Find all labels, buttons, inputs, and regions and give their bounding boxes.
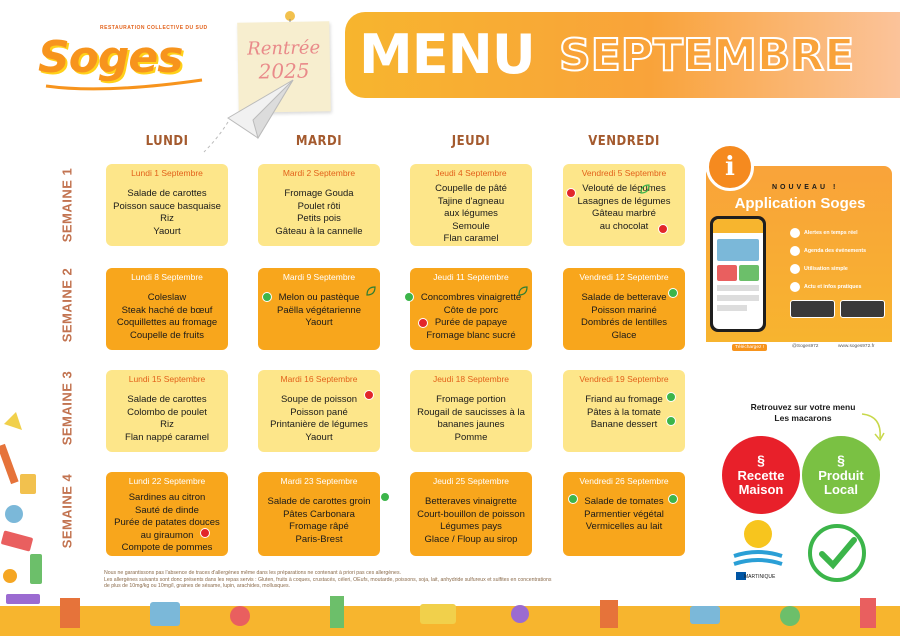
- week-3-text: SEMAINE 3: [59, 370, 75, 446]
- produit-local-macaron: [802, 436, 880, 514]
- week-label-3: [52, 363, 82, 453]
- title-banner: [345, 12, 900, 98]
- menu-item: Côte de porc: [443, 304, 499, 316]
- day-header-vendredi: VENDREDI: [588, 134, 660, 149]
- produit-local-badge: [404, 292, 414, 302]
- menu-item: Fromage Gouda: [284, 188, 354, 199]
- social-handle: @Soges972: [792, 344, 819, 349]
- week-label-4: [52, 466, 82, 556]
- day-header-lundi: LUNDI: [145, 134, 189, 149]
- recette-maison-badge: [200, 528, 210, 538]
- menu-card-vendredi-3: [563, 370, 685, 452]
- menu-item: au chocolat: [599, 220, 649, 232]
- produit-local-badge: [262, 292, 272, 302]
- menu-card-vendredi-4: [563, 472, 685, 556]
- macaron-line: Local: [824, 482, 858, 497]
- phone-screen: [713, 219, 763, 329]
- menu-item: Poisson sauce basquaise: [113, 200, 221, 212]
- menu-card-lundi-1: [106, 164, 228, 246]
- menu-item: Tajine d'agneau: [437, 195, 505, 207]
- menu-item: Semoule: [452, 220, 490, 232]
- produit-local-badge: [666, 392, 676, 402]
- logo-tagline: RESTAURATION COLLECTIVE DU SUD: [100, 25, 208, 31]
- menu-card-mardi-1: [258, 164, 380, 246]
- leaf-icon: [518, 286, 528, 296]
- disclaimer-line: Nous ne garantissons pas l'absence de traces d'allergènes même dans les préparations ne contenant à priori pas ces allergènes.: [104, 570, 401, 576]
- menu-item: Petits pois: [297, 213, 341, 224]
- menu-item: Flan caramel: [443, 233, 499, 244]
- day-header-mardi: MARDI: [295, 134, 343, 149]
- menu-item: Parmentier végétal: [584, 508, 664, 520]
- menu-card-mardi-2: [258, 268, 380, 350]
- menu-item: Compote de pommes: [121, 542, 213, 553]
- menu-item: Soupe de poisson: [280, 394, 358, 405]
- menu-card-lundi-4: [106, 472, 228, 556]
- menu-item: Paëlla végétarienne: [277, 304, 361, 316]
- disclaimer-line: Les allergènes suivants sont donc présents dans les repas servis : Gluten, fruits à coques, crustacés, céleri, OEufs, moutarde, poissons, soja, lait, anhydride sulfureux et sulfites en concentrations: [104, 576, 552, 583]
- menu-item: Salade de carottes: [127, 188, 207, 199]
- week-2-text: SEMAINE 2: [59, 267, 75, 343]
- menu-item: Glace: [611, 329, 637, 341]
- menu-card-mardi-3: [258, 370, 380, 452]
- allergen-disclaimer: [104, 570, 694, 590]
- card-date: Jeudi 4 Septembre: [435, 168, 507, 178]
- feature-label: Utilisation simple: [804, 265, 848, 272]
- card-date: Mardi 23 Septembre: [280, 476, 358, 486]
- martinique-logo: [730, 518, 786, 582]
- produit-local-badge: [380, 492, 390, 502]
- recette-maison-badge: [418, 318, 428, 328]
- menu-item: Poisson pané: [290, 406, 348, 418]
- menu-item: Pâtes à la tomate: [587, 406, 661, 418]
- bell-icon: [790, 228, 800, 238]
- menu-item: Yaourt: [305, 431, 333, 443]
- menu-item: Salade de carottes groin: [267, 496, 371, 507]
- card-date: Lundi 22 Septembre: [128, 476, 206, 486]
- menu-item: Gâteau à la cannelle: [275, 225, 363, 237]
- card-date: Vendredi 26 Septembre: [579, 476, 669, 486]
- phone-mockup: [710, 216, 766, 332]
- macaron-line: Produit: [818, 468, 864, 483]
- menu-item: Melon ou pastèque: [278, 292, 360, 303]
- menu-item: Yaourt: [305, 317, 333, 328]
- menu-item: Court-bouillon de poisson: [417, 508, 525, 520]
- macaron-line: Maison: [738, 482, 784, 497]
- menu-item: Fromage blanc sucré: [426, 329, 516, 341]
- menu-card-jeudi-3: [410, 370, 532, 452]
- card-date: Mardi 9 Septembre: [282, 272, 356, 282]
- week-label-1: [52, 160, 82, 250]
- card-date: Vendredi 19 Septembre: [579, 374, 669, 384]
- menu-item: bananes jaunes: [437, 419, 505, 430]
- app-title: Application Soges: [734, 195, 866, 212]
- app-screenshot: [713, 219, 763, 329]
- app-feature: [790, 281, 861, 292]
- note-line-2: 2025: [258, 58, 310, 84]
- menu-item: Coupelle de fruits: [130, 329, 204, 341]
- feature-label: Alertes en temps réel: [804, 229, 858, 236]
- feature-label: Agenda des événements: [804, 247, 867, 254]
- menu-card-vendredi-2: [563, 268, 685, 350]
- menu-card-jeudi-2: [410, 268, 532, 350]
- app-footer: [706, 342, 892, 356]
- menu-item: Lasagnes de légumes: [577, 195, 671, 207]
- soges-logo: [38, 22, 218, 92]
- s-logo-icon: §: [757, 452, 765, 468]
- recette-maison-badge: [364, 390, 374, 400]
- menu-item: Légumes pays: [440, 521, 502, 532]
- menu-item: Sardines au citron: [128, 492, 206, 503]
- menu-item: Sauté de dinde: [135, 504, 199, 516]
- menu-item: Betteraves vinaigrette: [425, 496, 517, 507]
- menu-item: Concombres vinaigrette: [420, 292, 522, 303]
- card-date: Jeudi 18 Septembre: [432, 374, 510, 384]
- news-icon: [790, 282, 800, 292]
- week-1-text: SEMAINE 1: [59, 167, 75, 243]
- download-label: Téléchargez !: [732, 344, 767, 351]
- disclaimer-line: de plus de 10mg/kg ou 10mg/l, graines de sésame, lupin, arachides, mollusques.: [104, 583, 290, 590]
- menu-item: Velouté de légumes: [582, 183, 666, 194]
- produit-local-badge: [568, 494, 578, 504]
- s-logo-icon: §: [837, 452, 845, 468]
- app-store-button[interactable]: [840, 300, 885, 318]
- touch-icon: [790, 264, 800, 274]
- menu-item: Coquillettes au fromage: [116, 317, 218, 328]
- logo-wordmark: Soges: [38, 32, 183, 83]
- menu-item: Glace / Floup au sirop: [424, 533, 518, 545]
- menu-item: Fromage portion: [436, 394, 506, 405]
- menu-item: Rougail de saucisses à la: [417, 406, 525, 418]
- menu-item: aux légumes: [444, 208, 498, 219]
- week-label-2: [52, 260, 82, 350]
- macarons-caption: [728, 402, 878, 424]
- card-date: Jeudi 25 Septembre: [432, 476, 510, 486]
- menu-item: Riz: [160, 419, 174, 430]
- menu-item: au giraumon: [140, 529, 194, 541]
- menu-item: Steak haché de bœuf: [121, 304, 213, 316]
- produit-local-badge: [668, 494, 678, 504]
- menu-item: Salade de betterave: [581, 292, 667, 303]
- calendar-icon: [790, 246, 800, 256]
- card-date: Vendredi 12 Septembre: [579, 272, 669, 282]
- checkmark-badge-icon: [806, 522, 868, 584]
- menu-item: Yaourt: [153, 225, 181, 237]
- menu-item: Riz: [160, 213, 174, 224]
- menu-item: Purée de patates douces: [114, 517, 220, 528]
- feature-label: Actu et infos pratiques: [804, 283, 862, 290]
- website-link[interactable]: www.soges972.fr: [838, 344, 875, 349]
- recette-maison-badge: [566, 188, 576, 198]
- menu-item: Printanière de légumes: [270, 419, 368, 430]
- app-feature: [790, 263, 848, 274]
- app-feature: [790, 227, 858, 238]
- menu-item: Flan nappé caramel: [125, 431, 209, 443]
- menu-item: Fromage râpé: [289, 521, 349, 532]
- card-date: Lundi 15 Septembre: [128, 374, 206, 384]
- menu-item: Pâtes Carbonara: [283, 508, 355, 520]
- menu-item: Purée de papaye: [434, 317, 508, 328]
- recette-maison-badge: [658, 224, 668, 234]
- menu-item: Poulet rôti: [297, 200, 341, 212]
- leaf-icon: [366, 286, 376, 296]
- martinique-label: MARTINIQUE: [744, 574, 776, 580]
- google-play-button[interactable]: [790, 300, 835, 318]
- menu-item: Friand au fromage: [585, 394, 663, 405]
- logo-swoosh: [44, 78, 204, 92]
- menu-card-jeudi-4: [410, 472, 532, 556]
- menu-item: Paris-Brest: [295, 533, 343, 545]
- menu-item: Salade de tomates: [584, 496, 664, 507]
- menu-item: Poisson mariné: [591, 304, 657, 316]
- day-header-jeudi: JEUDI: [451, 134, 491, 149]
- card-date: Vendredi 5 Septembre: [581, 168, 667, 178]
- menu-item: Pomme: [454, 431, 488, 443]
- app-new-label: NOUVEAU !: [772, 184, 839, 191]
- bottom-illustration-strip: [0, 596, 900, 636]
- recette-maison-macaron: [722, 436, 800, 514]
- menu-card-mardi-4: [258, 472, 380, 556]
- menu-item: Banane dessert: [590, 419, 658, 430]
- card-date: Mardi 16 Septembre: [280, 374, 358, 384]
- macaron-line: Recette: [737, 468, 785, 483]
- curved-arrow-icon: [860, 412, 886, 442]
- card-date: Lundi 8 Septembre: [131, 272, 203, 282]
- menu-card-lundi-2: [106, 268, 228, 350]
- week-4-text: SEMAINE 4: [59, 473, 75, 549]
- produit-local-badge: [668, 288, 678, 298]
- macarons-caption-line: Retrouvez sur votre menu: [750, 402, 856, 412]
- card-date: Mardi 2 Septembre: [282, 168, 356, 178]
- produit-local-badge: [666, 416, 676, 426]
- app-feature: [790, 245, 866, 256]
- menu-item: Colombo de poulet: [127, 406, 207, 418]
- menu-item: Dombrés de lentilles: [580, 317, 668, 328]
- card-date: Jeudi 11 Septembre: [433, 272, 509, 282]
- info-icon: i: [706, 143, 754, 191]
- menu-card-lundi-3: [106, 370, 228, 452]
- card-date: Lundi 1 Septembre: [131, 168, 203, 178]
- menu-card-jeudi-1: [410, 164, 532, 246]
- menu-item: Salade de carottes: [127, 394, 207, 405]
- note-line-1: Rentrée: [247, 37, 321, 60]
- banner-title-month: SEPTEMBRE: [559, 30, 855, 81]
- macarons-caption-line: Les macarons: [774, 413, 832, 423]
- menu-item: Coleslaw: [147, 292, 187, 303]
- leaf-icon: [640, 184, 650, 194]
- menu-item: Vermicelles au lait: [585, 521, 663, 532]
- banner-title-menu: MENU: [359, 23, 535, 86]
- menu-item: Coupelle de pâté: [435, 183, 507, 194]
- menu-item: Gâteau marbré: [592, 208, 656, 219]
- menu-card-vendredi-1: [563, 164, 685, 246]
